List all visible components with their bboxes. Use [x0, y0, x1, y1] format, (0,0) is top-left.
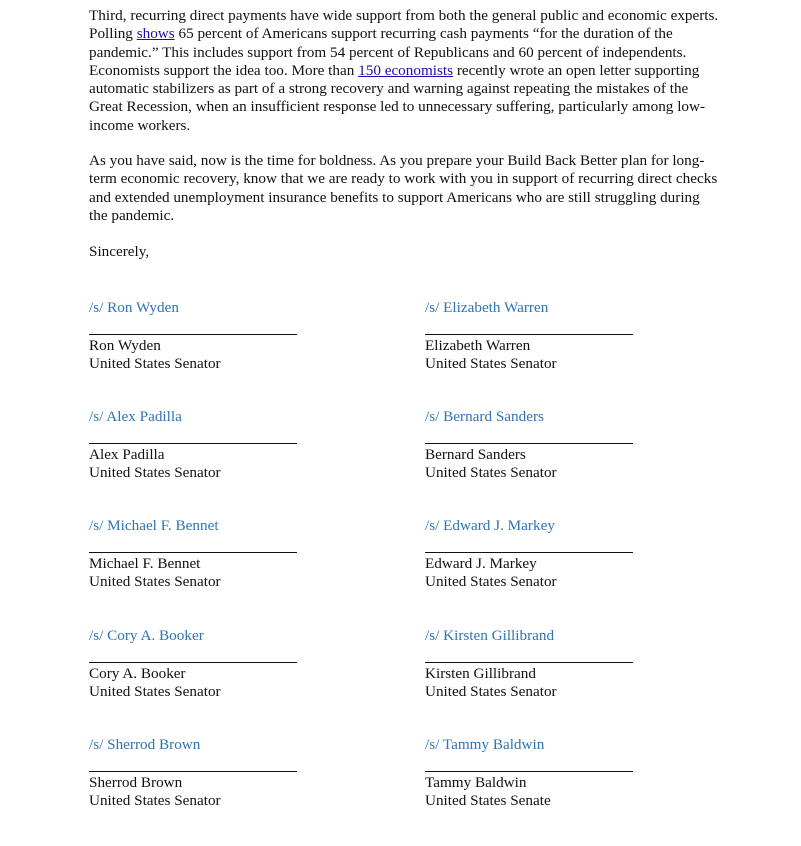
signer-title: United States Senator: [425, 355, 557, 372]
signer-title: United States Senator: [89, 464, 221, 481]
e-signature: /s/ Elizabeth Warren: [425, 299, 549, 316]
e-signature: /s/ Ron Wyden: [89, 299, 179, 316]
closing-salutation: Sincerely,: [89, 243, 150, 260]
signer-title: United States Senator: [89, 792, 221, 809]
signer-name: Edward J. Markey: [425, 555, 537, 572]
signature-rule: [425, 552, 633, 553]
signer-name: Tammy Baldwin: [425, 774, 527, 791]
signature-rule: [89, 771, 297, 772]
signer-name: Sherrod Brown: [89, 774, 183, 791]
polling-shows-link[interactable]: shows: [136, 25, 175, 43]
signature-block-padilla: [89, 408, 299, 482]
paragraph-boldness: As you have said, now is the time for boldness. As you prepare your Build Back Better plan for long-term economic recovery, know that we are ready to work with you in support of recurring direct checks and extended unemployment insurance benefits to support Americans who are still struggling during the pandemic.: [89, 152, 718, 224]
e-signature: /s/ Edward J. Markey: [425, 517, 555, 534]
signature-rule: [89, 662, 297, 663]
e-signature: /s/ Tammy Baldwin: [425, 736, 545, 753]
signature-block-baldwin: [425, 736, 635, 810]
e-signature: /s/ Sherrod Brown: [89, 736, 201, 753]
signer-name: Kirsten Gillibrand: [425, 665, 536, 682]
paragraph-support: [89, 7, 719, 135]
signature-rule: [425, 662, 633, 663]
signature-block-markey: [425, 517, 635, 591]
signer-title: United States Senate: [425, 792, 551, 809]
signer-name: Alex Padilla: [89, 446, 165, 463]
signer-title: United States Senator: [89, 355, 221, 372]
e-signature: /s/ Cory A. Booker: [89, 627, 204, 644]
paragraph-support-text-3: recently wrote an open letter supporting automatic stabilizers as part of a strong recovery and warning against repeating the mistakes of the Great Recession, when an insufficient response led to unnecessary suffering, particularly among low-income workers.: [89, 61, 706, 134]
signer-title: United States Senator: [425, 573, 557, 590]
e-signature: /s/ Alex Padilla: [89, 408, 182, 425]
e-signature: /s/ Michael F. Bennet: [89, 517, 219, 534]
signer-name: Cory A. Booker: [89, 665, 186, 682]
signer-name: Ron Wyden: [89, 337, 161, 354]
paragraph-support-text-1: Third, recurring direct payments have wide support from both the general public and economic experts. Polling: [89, 7, 719, 43]
signer-name: Bernard Sanders: [425, 446, 526, 463]
signature-block-gillibrand: [425, 627, 635, 701]
signature-rule: [425, 771, 633, 772]
signature-rule: [89, 334, 297, 335]
e-signature: /s/ Bernard Sanders: [425, 408, 544, 425]
signature-block-brown: [89, 736, 299, 810]
signature-rule: [89, 443, 297, 444]
signer-title: United States Senator: [89, 683, 221, 700]
e-signature: /s/ Kirsten Gillibrand: [425, 627, 555, 644]
signer-title: United States Senator: [425, 464, 557, 481]
signer-name: Michael F. Bennet: [89, 555, 201, 572]
signer-name: Elizabeth Warren: [425, 337, 531, 354]
signer-title: United States Senator: [89, 573, 221, 590]
signature-block-bennet: [89, 517, 299, 591]
signature-rule: [425, 443, 633, 444]
signature-rule: [89, 552, 297, 553]
economists-letter-link[interactable]: 150 economists: [358, 61, 454, 79]
signature-block-warren: [425, 299, 635, 373]
signature-rule: [425, 334, 633, 335]
signature-block-wyden: [89, 299, 299, 373]
signer-title: United States Senator: [425, 683, 557, 700]
signature-block-booker: [89, 627, 299, 701]
paragraph-support-text-2: 65 percent of Americans support recurring cash payments “for the duration of the pandemic.” This includes support from 54 percent of Republicans and 60 percent of independents. Economists support the idea too. More than: [89, 25, 687, 79]
signature-block-sanders: [425, 408, 635, 482]
